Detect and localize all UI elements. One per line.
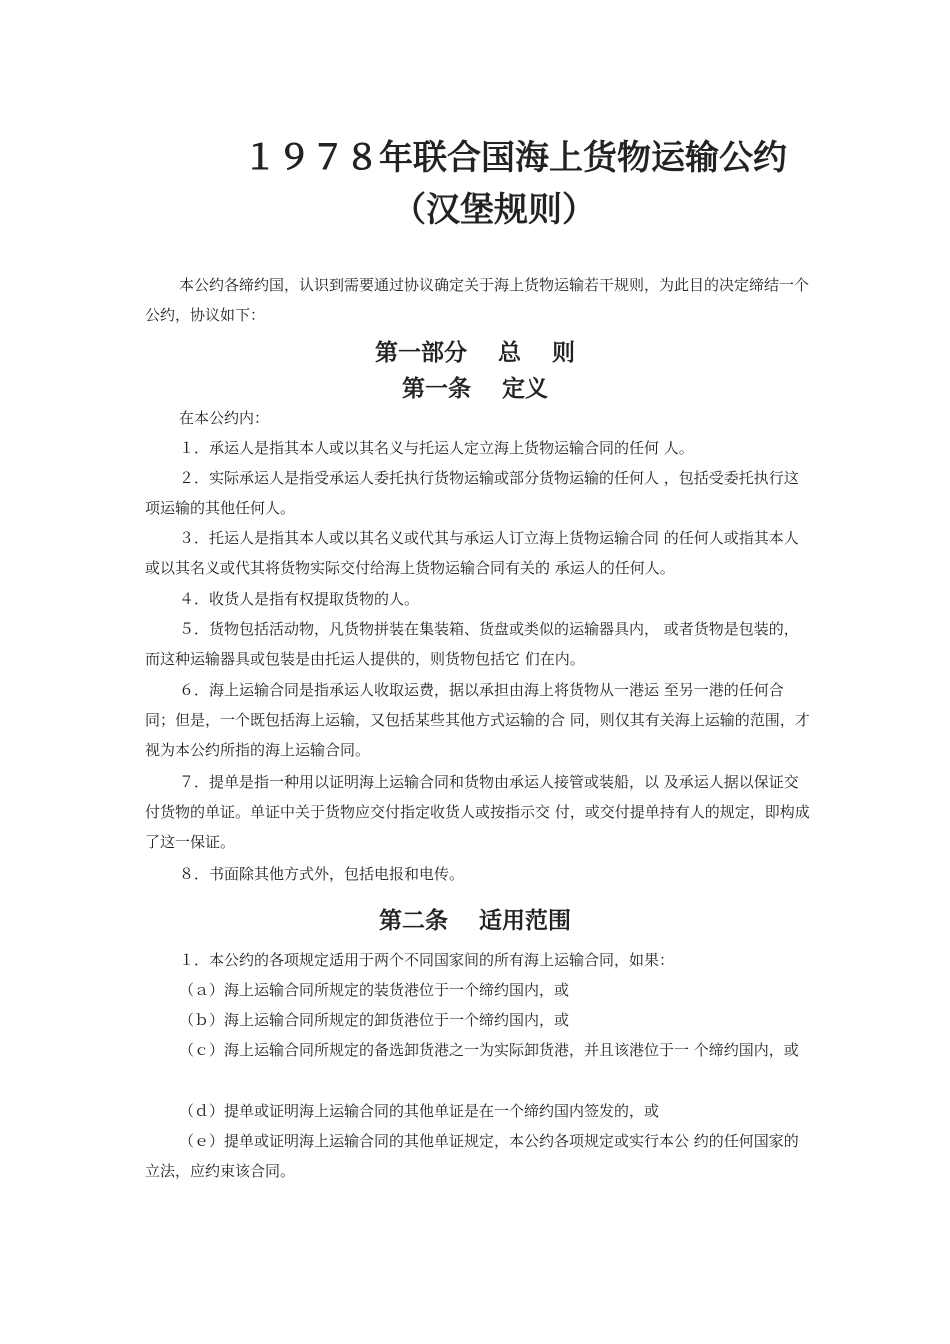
article1-item-7: ７．提单是指一种用以证明海上运输合同和货物由承运人接管或装船，以 及承运人据以保证交付货物的单证。单证中关于货物应交付指定收货人或按指示交 付，或交付提单持有人的规定，即构成了这一保证。 [145, 773, 810, 851]
article2-heading: 第二条 适用范围 [378, 908, 571, 934]
preamble-paragraph: 本公约各缔约国，认识到需要通过协议确定关于海上货物运输若干规则，为此目的决定缔结一个公约，协议如下： [145, 276, 810, 324]
document-title: １９７８年联合国海上货物运输公约 [243, 138, 787, 178]
article2-item-a: （ａ）海上运输合同所规定的装货港位于一个缔约国内，或 [179, 981, 570, 999]
article1-item-5: ５．货物包括活动物，凡货物拼装在集装箱、货盘或类似的运输器具内， 或者货物是包装的，而这种运输器具或包装是由托运人提供的，则货物包括它 们在内。 [145, 620, 799, 668]
article1-item-4: ４．收货人是指有权提取货物的人。 [179, 590, 420, 608]
article1-heading: 第一条 定义 [401, 376, 548, 402]
article1-intro: 在本公约内： [179, 409, 270, 427]
article1-item-3: ３．托运人是指其本人或以其名义或代其与承运人订立海上货物运输合同 的任何人或指其本人或以其名义或代其将货物实际交付给海上货物运输合同有关的 承运人的任何人。 [145, 529, 799, 577]
article1-item-6: ６．海上运输合同是指承运人收取运费，据以承担由海上将货物从一港运 至另一港的任何合同；但是，一个既包括海上运输，又包括某些其他方式运输的合 同，则仅其有关海上运输的范围，才视为本公约所指的海上运输合同。 [145, 681, 810, 759]
article2-item-c: （ｃ）海上运输合同所规定的备选卸货港之一为实际卸货港，并且该港位于一 个缔约国内，或 [179, 1041, 799, 1059]
article1-item-8: ８．书面除其他方式外，包括电报和电传。 [179, 865, 465, 883]
part1-heading: 第一部分 总 则 [374, 340, 575, 366]
article1-item-2: ２．实际承运人是指受承运人委托执行货物运输或部分货物运输的任何人 ，包括受委托执行这项运输的其他任何人。 [145, 469, 799, 517]
article2-item-d: （ｄ）提单或证明海上运输合同的其他单证是在一个缔约国内签发的，或 [179, 1102, 660, 1120]
article2-item-e: （ｅ）提单或证明海上运输合同的其他单证规定，本公约各项规定或实行本公 约的任何国家的立法，应约束该合同。 [145, 1132, 799, 1180]
document-subtitle: （汉堡规则） [392, 190, 596, 230]
article2-item-1: １．本公约的各项规定适用于两个不同国家间的所有海上运输合同，如果： [179, 951, 675, 969]
article2-item-b: （ｂ）海上运输合同所规定的卸货港位于一个缔约国内，或 [179, 1011, 570, 1029]
article1-item-1: １．承运人是指其本人或以其名义与托运人定立海上货物运输合同的任何 人。 [179, 439, 694, 457]
